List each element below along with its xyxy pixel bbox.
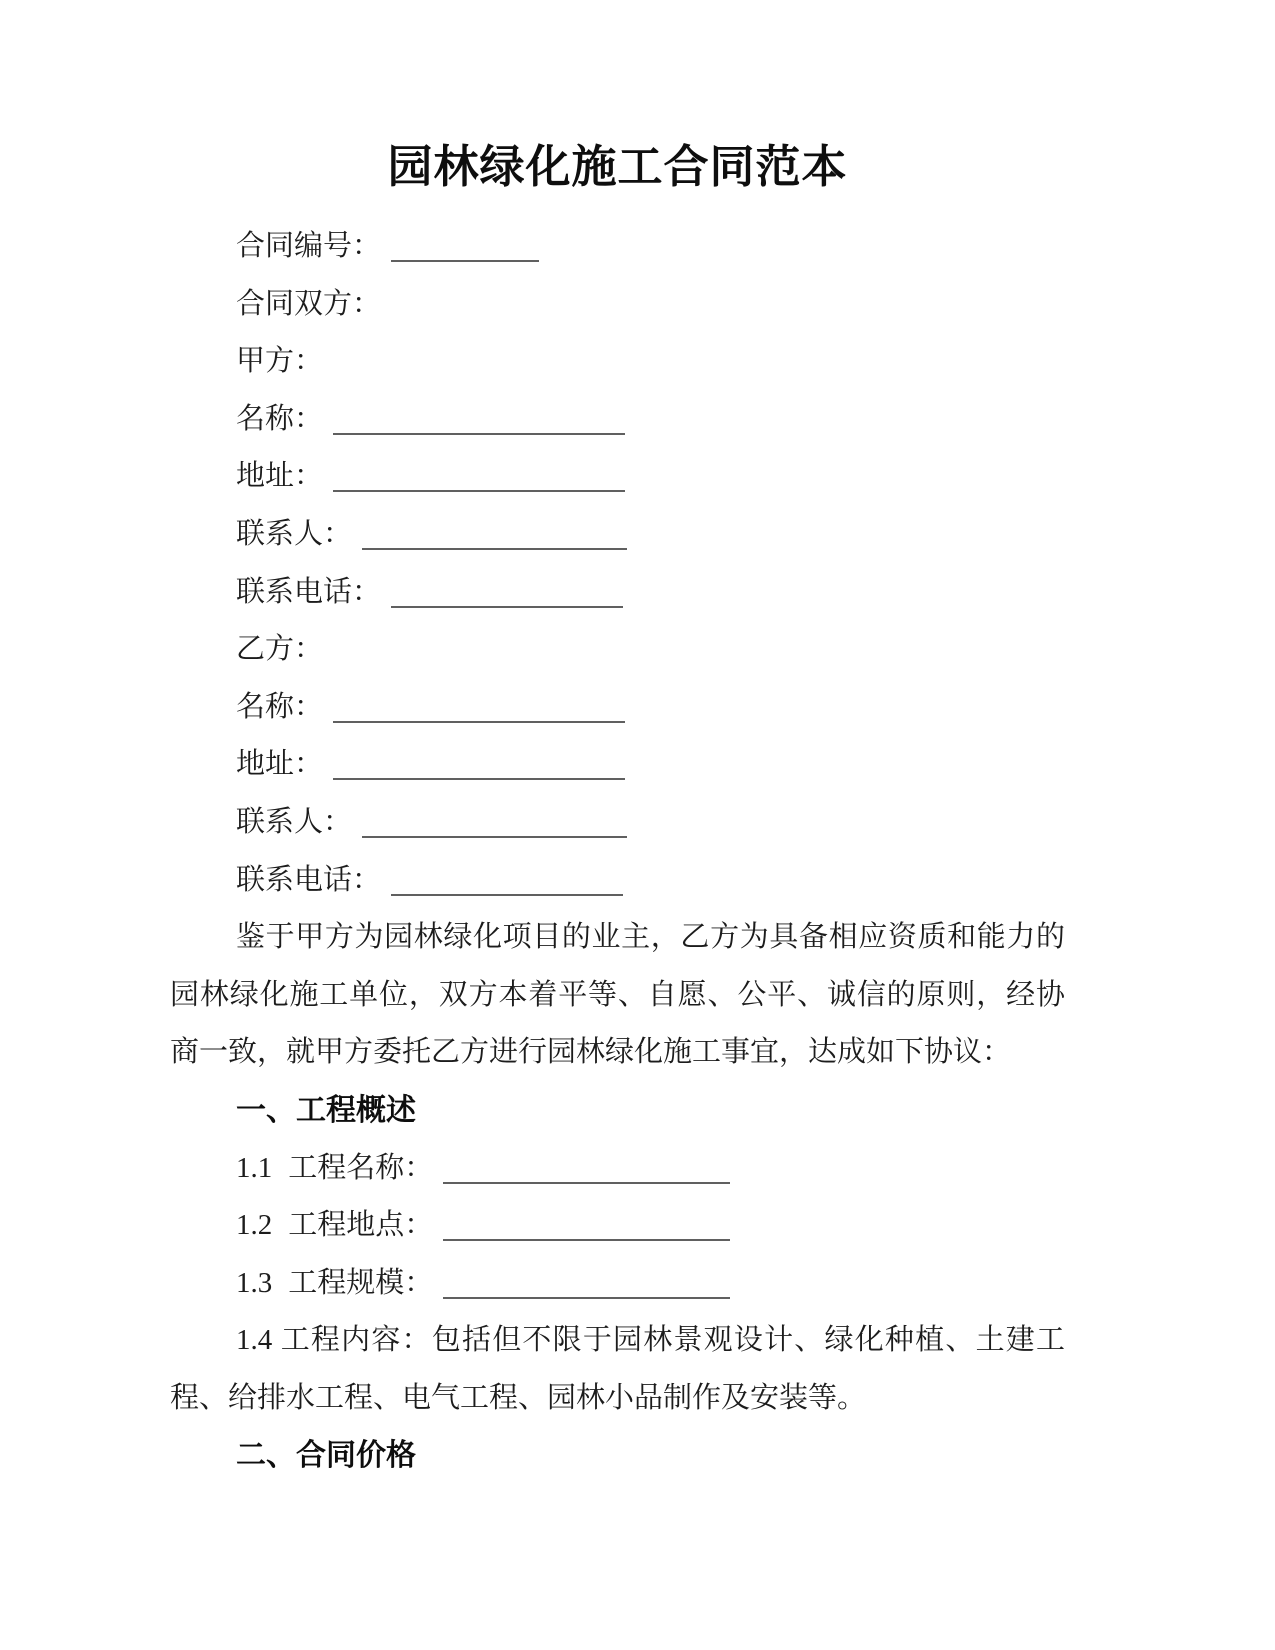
item-1-2 [170, 1197, 1065, 1255]
party-a-phone-label: 联系电话： [236, 575, 382, 608]
party-b-contact-blank [362, 834, 627, 838]
party-a-name-blank [333, 431, 625, 435]
preamble-line-3: 商一致，就甲方委托乙方进行园林绿化施工事宜，达成如下协议： [170, 1036, 1012, 1069]
party-b-phone-label: 联系电话： [236, 863, 382, 896]
party-b-phone-blank [391, 892, 623, 896]
field-row-party-a-phone [170, 564, 1065, 622]
party-b-label: 乙方： [236, 633, 324, 666]
field-row-party-b [170, 621, 1065, 679]
party-a-address-label: 地址： [236, 460, 324, 493]
document-title: 园林绿化施工合同范本 [387, 142, 848, 192]
party-a-address-blank [333, 488, 625, 492]
contract-number-blank [391, 258, 539, 262]
document-content [170, 0, 1065, 1485]
party-b-name-label: 名称： [236, 690, 324, 723]
field-row-party-a-address [170, 448, 1065, 506]
parties-label: 合同双方： [236, 287, 382, 320]
item-1-1 [170, 1140, 1065, 1198]
preamble-line-2: 园林绿化施工单位，双方本着平等、自愿、公平、诚信的原则，经协 [170, 978, 1065, 1011]
party-b-name-blank [333, 719, 625, 723]
field-row-contract-number [170, 218, 1065, 276]
section-1-heading: 一、工程概述 [236, 1093, 416, 1127]
party-a-name-label: 名称： [236, 402, 324, 435]
party-a-phone-blank [391, 604, 623, 608]
item-1-2-label: 工程地点： [288, 1209, 434, 1242]
contract-number-label: 合同编号： [236, 230, 382, 262]
field-row-party-b-name [170, 679, 1065, 737]
field-row-party-a-name [170, 391, 1065, 449]
item-1-1-number: 1.1 [236, 1151, 273, 1184]
field-row-party-a [170, 333, 1065, 391]
item-1-2-number: 1.2 [236, 1209, 273, 1242]
party-b-address-label: 地址： [236, 748, 324, 781]
party-b-address-blank [333, 776, 625, 780]
field-row-party-b-phone [170, 852, 1065, 910]
item-1-3-label: 工程规模： [288, 1266, 434, 1299]
party-a-contact-blank [362, 546, 627, 550]
party-b-contact-label: 联系人： [236, 805, 353, 838]
item-1-3-number: 1.3 [236, 1266, 273, 1299]
preamble-line-1: 鉴于甲方为园林绿化项目的业主，乙方为具备相应资质和能力的 [236, 921, 1065, 954]
party-a-label: 甲方： [236, 345, 324, 378]
field-row-party-b-address [170, 736, 1065, 794]
item-1-4-line-2: 程、给排水工程、电气工程、园林小品制作及安装等。 [170, 1381, 867, 1414]
party-a-contact-label: 联系人： [236, 517, 353, 550]
field-row-parties [170, 276, 1065, 334]
section-2-heading: 二、合同价格 [236, 1439, 416, 1473]
project-location-blank [443, 1237, 730, 1241]
field-row-party-a-contact [170, 506, 1065, 564]
item-1-1-label: 工程名称： [288, 1151, 434, 1184]
project-scale-blank [443, 1295, 730, 1299]
item-1-4-line-1: 1.4 工程内容：包括但不限于园林景观设计、绿化种植、土建工 [236, 1324, 1065, 1357]
document-body [170, 218, 1065, 1485]
field-row-party-b-contact [170, 794, 1065, 852]
project-name-blank [443, 1180, 730, 1184]
item-1-3 [170, 1255, 1065, 1313]
